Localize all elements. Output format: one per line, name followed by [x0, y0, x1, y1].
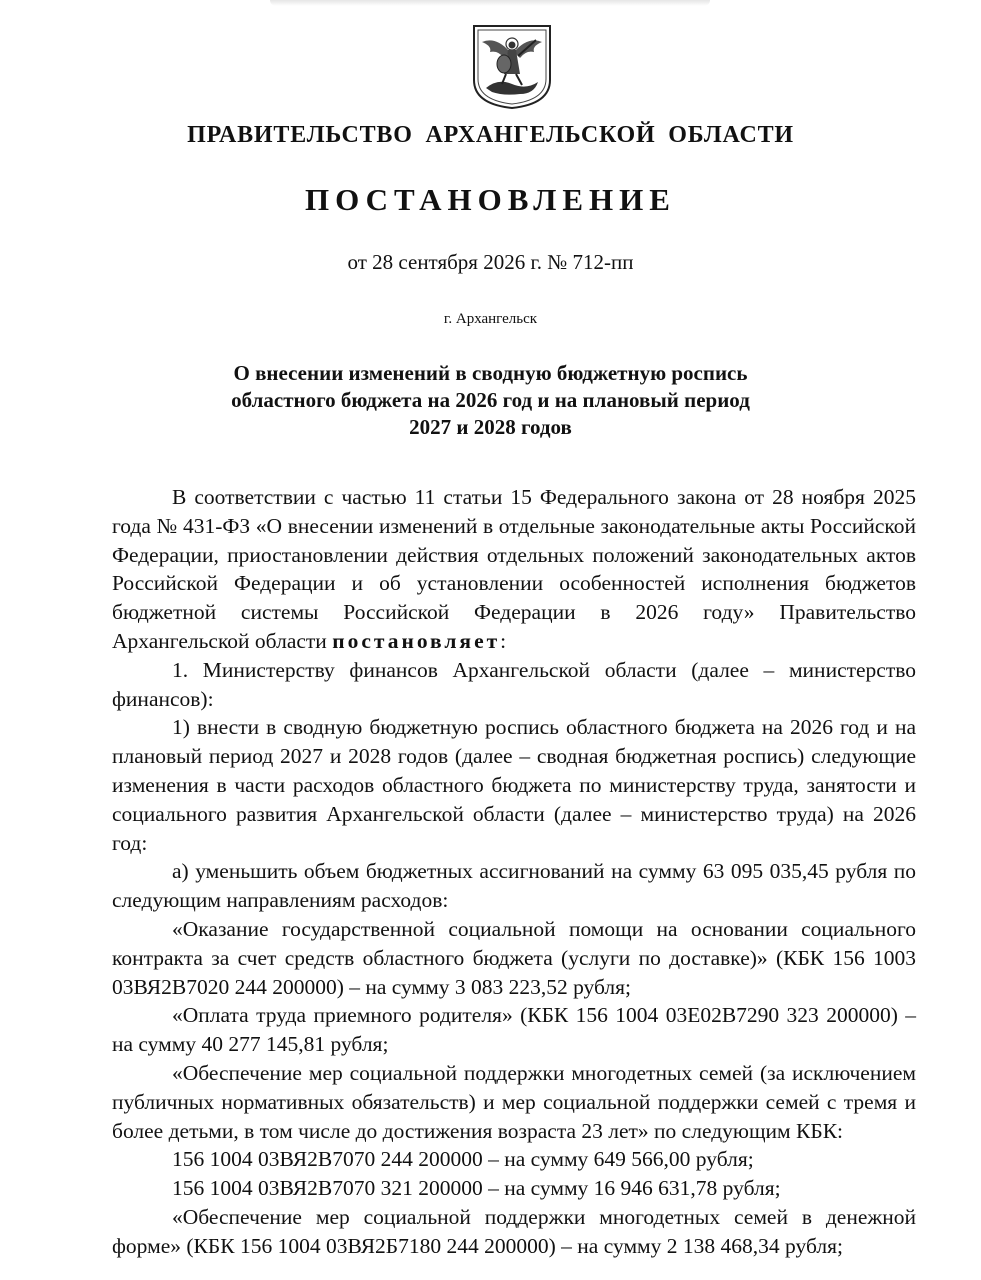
document-city: г. Архангельск — [443, 311, 538, 327]
paragraph-expense-social-contract: «Оказание государственной социальной помощи на основании социального контракта за счет средств областного бюджета (услуги по доставке)» (КБК 156 1003 03ВЯ2В7020 244 200000) – на сумму 3 083 223,52 рубля; — [112, 916, 916, 999]
document-body — [112, 483, 916, 1261]
preamble-text: В соответствии с частью 11 статьи 15 Федерального закона от 28 ноября 2025 года № 431-ФЗ «О внесении изменений в отдельные законодательные акты Российской Федерации, приостановлении действия отдельных положений законодательных актов Российской Федерации и об установлении особенностей исполнения бюджетов бюджетной системы Российской Федерации в 2026 году» Правительство Архангельской области — [112, 485, 916, 653]
coat-of-arms-emblem — [470, 22, 554, 110]
paragraph-subitem-1: 1) внести в сводную бюджетную роспись областного бюджета на 2026 год и на плановый период 2027 и 2028 годов (далее – сводная бюджетная роспись) следующие изменения в части расходов областного бюджета по министерству труда, занятости и социального развития Архангельской области (далее – министерство труда) на 2026 год: — [112, 715, 916, 855]
document-date-number: от 28 сентября 2026 г. № 712-пп — [347, 250, 634, 274]
government-title: ПРАВИТЕЛЬСТВО АРХАНГЕЛЬСКОЙ ОБЛАСТИ — [187, 122, 794, 148]
paragraph-subitem-a: а) уменьшить объем бюджетных ассигнований на сумму 63 095 035,45 рубля по следующим направлениям расходов: — [112, 859, 916, 913]
subject-line-3: 2027 и 2028 годов — [409, 415, 572, 439]
document-subject — [0, 360, 981, 441]
paragraph-expense-foster-parent: «Оплата труда приемного родителя» (КБК 156 1004 03Е02В7290 323 200000) – на сумму 40 277 145,81 рубля; — [112, 1003, 916, 1057]
subject-line-2: областного бюджета на 2026 год и на плановый период — [231, 388, 750, 412]
paragraph-expense-large-families-cash: «Обеспечение мер социальной поддержки многодетных семей в денежной форме» (КБК 156 1004 03ВЯ2Б7180 244 200000) – на сумму 2 138 468,34 рубля; — [112, 1204, 916, 1258]
decree-verb: постановляет — [332, 628, 501, 653]
preamble-end: : — [500, 628, 507, 653]
paragraph-expense-large-families: «Обеспечение мер социальной поддержки многодетных семей (за исключением публичных нормативных обязательств) и мер социальной поддержки семей с тремя и более детьми, в том числе до достижения возраста 23 лет» по следующим КБК: — [112, 1060, 916, 1143]
document-type: ПОСТАНОВЛЕНИЕ — [305, 182, 676, 217]
subject-line-1: О внесении изменений в сводную бюджетную роспись — [233, 361, 748, 385]
paragraph-preamble — [112, 483, 916, 656]
paragraph-kbk-2: 156 1004 03ВЯ2В7070 321 200000 – на сумму 16 946 631,78 рубля; — [172, 1176, 781, 1201]
paragraph-kbk-1: 156 1004 03ВЯ2В7070 244 200000 – на сумму 649 566,00 рубля; — [172, 1147, 754, 1172]
paragraph-item-1: 1. Министерству финансов Архангельской области (далее – министерство финансов): — [112, 657, 916, 711]
top-shadow — [270, 0, 710, 6]
